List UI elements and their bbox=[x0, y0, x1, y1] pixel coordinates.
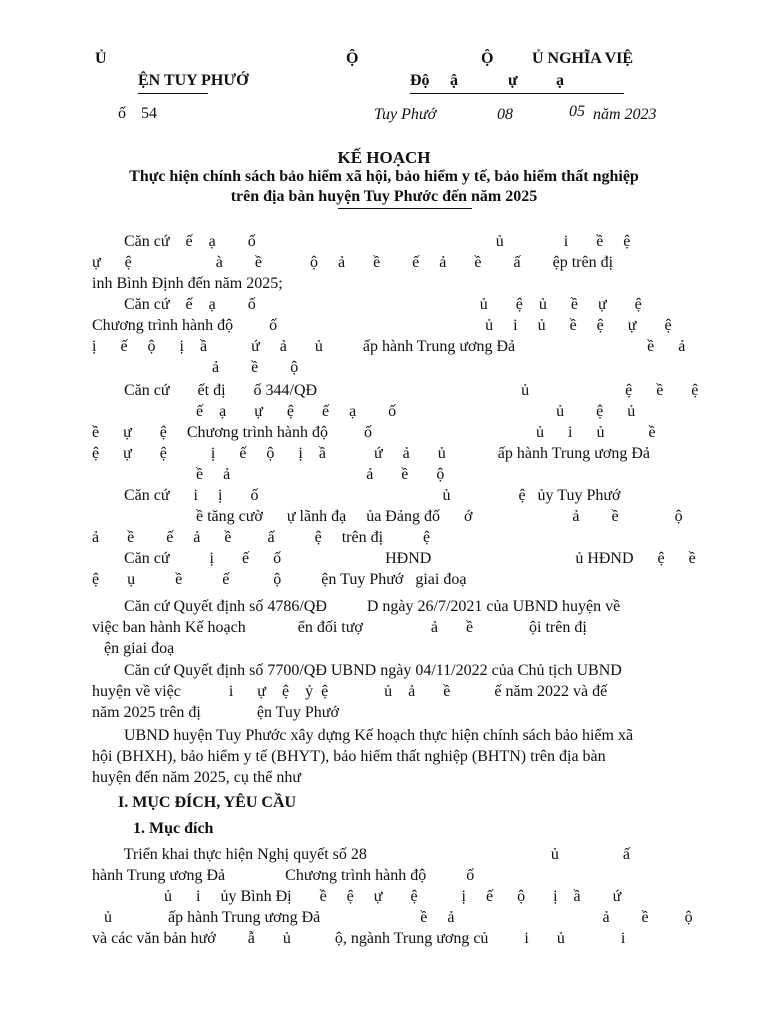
doc-month: 05 bbox=[569, 103, 585, 120]
header-left-underline bbox=[138, 93, 208, 94]
paragraph-line: hội (BHXH), bảo hiểm y tế (BHYT), bảo hiểm thất nghiệp (BHTN) trên địa bàn bbox=[92, 748, 606, 765]
paragraph-line: Chương trình hành độ ố ủ i ủ ề ệ ự ệ bbox=[92, 317, 672, 334]
paragraph-line: năm 2025 trên đị ện Tuy Phướ bbox=[92, 704, 339, 721]
paragraph-line: inh Bình Định đến năm 2025; bbox=[92, 275, 283, 292]
paragraph-line: ề ả ả ề ộ bbox=[92, 466, 445, 483]
doc-number: 54 bbox=[141, 105, 157, 122]
paragraph-line: Căn cứ Quyết định số 7700/QĐ UBND ngày 04/11/2022 của Chủ tịch UBND bbox=[92, 662, 622, 679]
header-right-top: Ủ NGHĨA VIỆ bbox=[532, 50, 634, 67]
paragraph-line: ện giai đoạ bbox=[92, 640, 175, 657]
paragraph-line: ề tăng cườ ự lãnh đạ ủa Đảng đố ớ ả ề ộ bbox=[92, 508, 683, 525]
purpose-line: ủ i ủy Bình Đị ề ệ ự ệ ị ế ộ ị ầ ứ bbox=[92, 888, 622, 905]
paragraph-line: Căn cứ ế ạ ố ủ i ề ệ bbox=[92, 233, 631, 250]
doc-year: năm 2023 bbox=[593, 106, 657, 123]
doc-day: 08 bbox=[497, 106, 513, 123]
doc-title: KẾ HOẠCH bbox=[337, 148, 431, 167]
paragraph-line: huyện về việc i ự ệ ỷ ệ ủ ả ề ế năm 2022 và đế bbox=[92, 683, 608, 700]
paragraph-line: việc ban hành Kế hoạch ển đối tượ ả ề ội trên đị bbox=[92, 619, 587, 636]
header-right-bottom-1: Độ bbox=[410, 72, 430, 89]
paragraph-line: Căn cứ ế ạ ố ủ ệ ủ ề ự ệ bbox=[92, 296, 642, 313]
paragraph-line: ự ệ à ề ộ ả ề ế ả ề ấ ệp trên đị bbox=[92, 254, 614, 271]
paragraph-line: huyện đến năm 2025, cụ thể như bbox=[92, 769, 302, 786]
paragraph-line: ề ự ệ Chương trình hành độ ố ủ i ủ ề bbox=[92, 424, 656, 441]
header-right-bottom-4: ạ bbox=[556, 72, 564, 89]
header-right-bottom-3: ự bbox=[508, 72, 518, 89]
paragraph-line: ả ề ế ả ề ấ ệ trên đị ệ bbox=[92, 529, 431, 546]
header-left-top: Ủ bbox=[95, 50, 107, 67]
paragraph-line: ệ ự ệ ị ế ộ ị ầ ứ ả ủ ấp hành Trung ương Đả bbox=[92, 445, 650, 462]
paragraph-line: Căn cứ i ị ố ủ ệ ủy Tuy Phướ bbox=[92, 487, 621, 504]
header-right-underline bbox=[410, 93, 624, 94]
paragraph-line: Căn cứ ị ế ố HĐND ủ HĐND ệ ề bbox=[92, 550, 696, 567]
doc-subtitle-line-2: trên địa bàn huyện Tuy Phước đến năm 2025 bbox=[230, 188, 538, 205]
section-heading-1: I. MỤC ĐÍCH, YÊU CẦU bbox=[118, 794, 297, 811]
header-center-b: Ộ bbox=[481, 50, 494, 67]
header-left-bottom: ỆN TUY PHƯỚ bbox=[138, 72, 249, 89]
subsection-heading-1: 1. Mục đích bbox=[133, 820, 214, 837]
paragraph-line: UBND huyện Tuy Phước xây dựng Kế hoạch thực hiện chính sách bảo hiểm xã bbox=[92, 727, 634, 744]
header-right-bottom-2: ậ bbox=[450, 72, 458, 89]
paragraph-line: Căn cứ ết đị ố 344/QĐ ủ ệ ề ệ bbox=[92, 382, 699, 399]
doc-number-prefix: ố bbox=[118, 105, 126, 122]
purpose-line: Triển khai thực hiện Nghị quyết số 28 ủ ấ bbox=[92, 846, 630, 863]
paragraph-line: ế ạ ự ệ ế ạ ố ủ ệ ủ bbox=[92, 403, 636, 420]
header-center-a: Ộ bbox=[346, 50, 359, 67]
doc-subtitle-line-1: Thực hiện chính sách bảo hiểm xã hội, bảo hiểm y tế, bảo hiểm thất nghiệp bbox=[129, 168, 639, 185]
paragraph-line: ị ế ộ ị ầ ứ ả ủ ấp hành Trung ương Đả ề ả bbox=[92, 338, 686, 355]
paragraph-line: ệ ụ ề ế ộ ện Tuy Phướ giai đoạ bbox=[92, 571, 467, 588]
title-underline bbox=[338, 208, 472, 209]
purpose-line: ủ ấp hành Trung ương Đả ề ả ả ề ộ bbox=[92, 909, 693, 926]
paragraph-line: Căn cứ Quyết định số 4786/QĐ D ngày 26/7/2021 của UBND huyện về bbox=[92, 598, 621, 615]
purpose-line: và các văn bản hướ ẫ ủ ộ, ngành Trung ương củ i ủ i bbox=[92, 930, 626, 947]
paragraph-line: ả ề ộ bbox=[92, 359, 299, 376]
purpose-line: hành Trung ương Đả Chương trình hành độ ố bbox=[92, 867, 475, 884]
doc-place: Tuy Phướ bbox=[374, 106, 437, 123]
